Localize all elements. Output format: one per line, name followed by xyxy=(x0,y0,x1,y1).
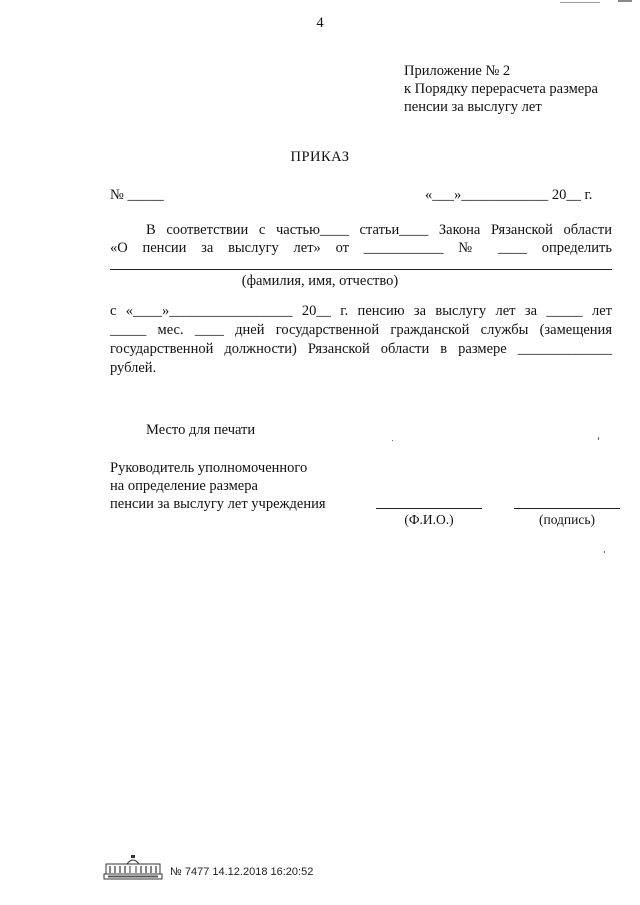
appendix-line-3: пенсии за выслугу лет xyxy=(404,99,542,115)
body-paragraph-2-line-1: с «____»_________________ 20__ г. пенсию за выслугу лет за _____ лет xyxy=(110,303,612,319)
signature-label: (подпись) xyxy=(538,512,596,527)
scan-speck xyxy=(604,551,605,553)
fio-label: (Ф.И.О.) xyxy=(404,512,454,527)
order-number-line: № _____ xyxy=(110,187,164,203)
scan-speck xyxy=(598,437,599,440)
signature-block-line-1: Руководитель уполномоченного xyxy=(110,460,308,476)
signature-underline xyxy=(514,508,620,509)
page-number: 4 xyxy=(316,15,324,31)
signature-block-line-2: на определение размера xyxy=(110,478,258,494)
order-date-line: «___»____________ 20__ г. xyxy=(425,187,593,203)
body-paragraph-2-line-3: государственной должности) Рязанской области в размере _____________ xyxy=(110,341,612,357)
appendix-line-1: Приложение № 2 xyxy=(404,63,511,79)
body-paragraph-2-line-2: _____ мес. ____ дней государственной гражданской службы (замещения xyxy=(110,322,612,338)
scan-speck xyxy=(618,0,632,2)
appendix-line-2: к Порядку перерасчета размера xyxy=(404,81,598,97)
fio-underline xyxy=(110,269,612,270)
body-paragraph-1-line-2: «О пенсии за выслугу лет» от ___________ № ____ определить xyxy=(110,240,612,256)
building-logo-icon xyxy=(103,855,163,881)
scan-speck xyxy=(560,2,600,3)
body-paragraph-2-line-4: рублей. xyxy=(110,360,157,376)
document-title: ПРИКАЗ xyxy=(290,149,350,165)
stamp-place-label: Место для печати xyxy=(146,422,256,438)
scan-speck xyxy=(392,440,393,441)
fio-signature-underline xyxy=(376,508,482,509)
fio-caption: (фамилия, имя, отчество) xyxy=(241,273,399,289)
signature-block-line-3: пенсии за выслугу лет учреждения xyxy=(110,496,326,512)
body-paragraph-1-line-1: В соответствии с частью____ статьи____ Закона Рязанской области xyxy=(146,222,612,238)
footer-document-reference: № 7477 14.12.2018 16:20:52 xyxy=(170,866,314,878)
